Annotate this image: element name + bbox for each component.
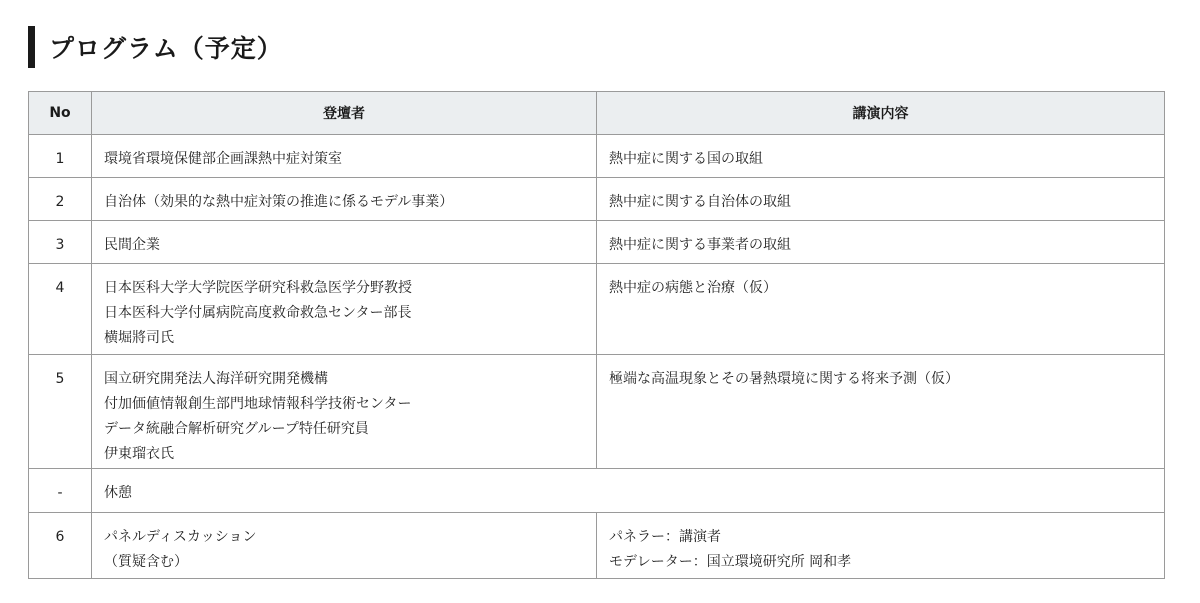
column-header-speaker: 登壇者 bbox=[92, 92, 597, 135]
content-cell bbox=[597, 264, 1165, 355]
table-row bbox=[29, 513, 1165, 579]
table-row bbox=[29, 264, 1165, 355]
speaker-line: 環境省環境保健部企画課熱中症対策室 bbox=[104, 151, 342, 167]
table-row bbox=[29, 221, 1165, 264]
break-row bbox=[29, 469, 1165, 513]
page-title: プログラム（予定） bbox=[49, 34, 283, 63]
row-number: - bbox=[29, 469, 92, 513]
content-cell bbox=[597, 221, 1165, 264]
speaker-cell bbox=[92, 221, 597, 264]
table-row bbox=[29, 355, 1165, 469]
speaker-line: 日本医科大学大学院医学研究科救急医学分野教授 bbox=[104, 280, 412, 296]
row-number: 3 bbox=[29, 221, 92, 264]
speaker-line: 付加価値情報創生部門地球情報科学技術センター bbox=[104, 396, 412, 412]
speaker-cell bbox=[92, 135, 597, 178]
speaker-cell bbox=[92, 355, 597, 469]
speaker-line: パネルディスカッション bbox=[104, 529, 257, 545]
break-label: 休憩 bbox=[92, 469, 1165, 513]
table-row bbox=[29, 178, 1165, 221]
heading-accent-bar bbox=[28, 26, 35, 68]
row-number: 4 bbox=[29, 264, 92, 355]
content-cell bbox=[597, 513, 1165, 579]
column-header-content: 講演内容 bbox=[597, 92, 1165, 135]
speaker-line: 自治体（効果的な熱中症対策の推進に係るモデル事業） bbox=[104, 194, 454, 210]
content-line: 極端な高温現象とその暑熱環境に関する将来予測（仮） bbox=[609, 371, 959, 387]
table-row bbox=[29, 135, 1165, 178]
speaker-line: （質疑含む） bbox=[104, 554, 188, 570]
speaker-cell bbox=[92, 264, 597, 355]
content-line: モデレーター：国立環境研究所 岡和孝 bbox=[609, 554, 852, 570]
speaker-line: 伊東瑠衣氏 bbox=[104, 446, 174, 462]
speaker-line: データ統融合解析研究グループ特任研究員 bbox=[104, 421, 369, 437]
column-header-no: No bbox=[29, 92, 92, 135]
table-header-row bbox=[29, 92, 1165, 135]
program-table bbox=[28, 91, 1165, 579]
content-line: 熱中症に関する事業者の取組 bbox=[609, 237, 791, 253]
row-number: 6 bbox=[29, 513, 92, 579]
content-cell bbox=[597, 355, 1165, 469]
speaker-cell bbox=[92, 513, 597, 579]
content-line: 熱中症に関する自治体の取組 bbox=[609, 194, 791, 210]
content-line: パネラー：講演者 bbox=[609, 529, 721, 545]
content-line: 熱中症の病態と治療（仮） bbox=[609, 280, 777, 296]
page-heading bbox=[28, 26, 283, 68]
speaker-line: 横堀將司氏 bbox=[104, 330, 174, 346]
content-line: 熱中症に関する国の取組 bbox=[609, 151, 763, 167]
row-number: 5 bbox=[29, 355, 92, 469]
speaker-line: 民間企業 bbox=[104, 237, 160, 253]
row-number: 2 bbox=[29, 178, 92, 221]
speaker-line: 日本医科大学付属病院高度救命救急センター部長 bbox=[104, 305, 412, 321]
speaker-cell bbox=[92, 178, 597, 221]
content-cell bbox=[597, 178, 1165, 221]
content-cell bbox=[597, 135, 1165, 178]
row-number: 1 bbox=[29, 135, 92, 178]
speaker-line: 国立研究開発法人海洋研究開発機構 bbox=[104, 371, 328, 387]
